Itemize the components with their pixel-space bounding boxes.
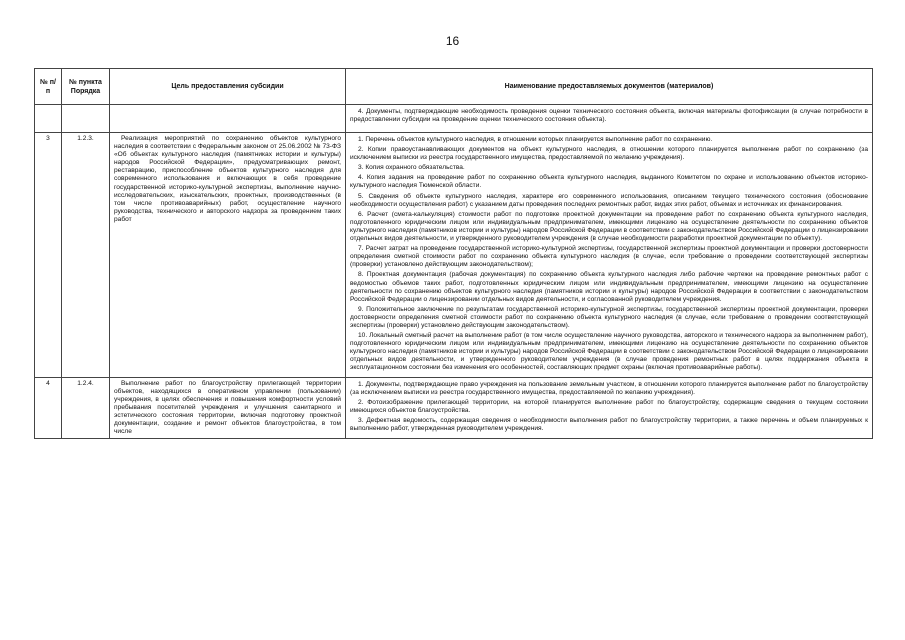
table-header-row: [35, 69, 873, 105]
header-row-number: № п/п: [35, 69, 62, 105]
cell-order-point: 1.2.3.: [62, 133, 110, 378]
document-item: 3. Дефектная ведомость, содержащая сведения о необходимости выполнения работ по благоустройству территории, а также перечень и объем планируемых к выполнению работ, утвержденная руководителем учреждения.: [350, 416, 868, 432]
document-item: 4. Документы, подтверждающие необходимость проведения оценки технического состояния объекта, включая материалы фотофиксации (в случае потребности в предоставлении субсидии на проведение оценки технического состояния объекта).: [350, 108, 868, 124]
cell-empty: [62, 105, 110, 133]
cell-order-point: 1.2.4.: [62, 377, 110, 439]
cell-documents: [346, 377, 873, 439]
header-subsidy-goal: Цель предоставления субсидии: [110, 69, 346, 105]
cell-row-number: 3: [35, 133, 62, 378]
document-item: 2. Копии правоустанавливающих документов на объект культурного наследия, в отношении которого планируется выполнение работ по сохранению (за исключением выписки из реестра государственного имущества, предоставляемой по желанию учреждения).: [350, 146, 868, 162]
table-row: [35, 377, 873, 439]
page-number: 16: [445, 34, 460, 48]
cell-documents: [346, 105, 873, 133]
cell-documents: [346, 133, 873, 378]
document-item: 10. Локальный сметный расчет на выполнение работ (в том числе осуществление научного руководства, авторского и технического надзора за выполнением работ), подготовленного юридическим лицом или индивидуальным предпринимателем, имеющими лицензию на осуществление деятельности по сохранению объектов культурного наследия (памятников истории и культуры) народов Российской Федерации в соответствии с законодательством Российской Федерации о лицензировании отдельных видов деятельности, и утвержденного руководителем учреждения (в случае проведения ремонтных работ в целях поддержания объекта в эксплуатационном состоянии без изменения его особенностей, составляющих предмет охраны (включая противоаварийные работы).: [350, 332, 868, 372]
subsidy-goal-text: Реализация мероприятий по сохранению объектов культурного наследия в соответствии с Федеральным законом от 25.06.2002 № 73-ФЗ «Об объектах культурного наследия (памятниках истории и культуры) народов Российской Федерации», предусматривающих ремонт, реставрацию, приспособление объектов культурного наследия для современного использования и включающих в себя проведение государственной историко-культурной экспертизы, выполнение научно-исследовательских, изыскательских, проектных, производственных (в том числе противоаварийных) работ, осуществление научного руководства, технического и авторского надзора за проведением таких работ: [114, 135, 341, 223]
cell-empty: [35, 105, 62, 133]
document-item: 4. Копия задания на проведение работ по сохранению объекта культурного наследия, выданного Комитетом по охране и использованию объектов историко-культурного наследия Тюменской области.: [350, 174, 868, 190]
document-item: 1. Перечень объектов культурного наследия, в отношении которых планируется выполнение работ по сохранению.: [358, 136, 713, 143]
cell-empty: [110, 105, 346, 133]
subsidy-goal-text: Выполнение работ по благоустройству прилегающей территории объектов, находящихся в оперативном управлении (пользовании) учреждения, в целях обеспечения и повышения комфортности условий пребывания посетителей учреждения и улучшения санитарного и эстетического состояния территории, включая подготовку проектной документации, создание и ремонт объектов благоустройства, в том числе: [114, 379, 341, 436]
document-item: 6. Расчет (смета-калькуляция) стоимости работ по подготовке проектной документации на проведение работ по сохранению объекта культурного наследия, подготовленного юридическим лицом или индивидуальным предпринимателем, имеющими лицензию на осуществление деятельности по сохранению объектов культурного наследия (памятников истории и культуры) народов Российской Федерации в соответствии с законодательством Российской Федерации о лицензировании отдельных видов деятельности, и утвержденного руководителем учреждения (в случае необходимости разработки проектной документации по объекту).: [350, 210, 868, 243]
document-item: 8. Проектная документация (рабочая документация) по сохранению объекта культурного наследия либо рабочие чертежи на проведение ремонтных работ с ведомостью объемов таких работ, подготовленных юридическим лицом или индивидуальным предпринимателем, имеющими лицензию на осуществление деятельности по сохранению объектов культурного наследия (памятников истории и культуры) народов Российской Федерации в соответствии с законодательством Российской Федерации о лицензировании отдельных видов деятельности, и согласованной руководителем учреждения.: [350, 271, 868, 303]
cell-subsidy-goal: [110, 133, 346, 378]
document-item: 3. Копия охранного обязательства.: [358, 164, 465, 172]
document-item: 7. Расчет затрат на проведение государственной историко-культурной экспертизы, государственной экспертизы проектной документации и проверки достоверности определения сметной стоимости работ по сохранению объекта культурного наследия (в случае, если требование о проведении соответствующей экспертизы (проверки) установлено действующим законодательством);: [350, 245, 868, 269]
header-documents: Наименование предоставляемых документов (материалов): [346, 69, 873, 105]
table-row-continuation: [35, 105, 873, 133]
document-item: 1. Документы, подтверждающие право учреждения на пользование земельным участком, в отношении которого планируется выполнение работ по благоустройству (за исключением выписки из реестра государственного имущества, предоставляемой по желанию учреждения).: [350, 380, 868, 396]
header-order-point: № пункта Порядка: [62, 69, 110, 105]
table-row: [35, 133, 873, 378]
cell-row-number: 4: [35, 377, 62, 439]
document-item: 2. Фотоизображение прилегающей территории, на которой планируется выполнение работ по благоустройству, содержащие сведения о текущем состоянии имеющихся объектов благоустройства.: [350, 398, 868, 414]
document-item: 9. Положительное заключение по результатам государственной историко-культурной экспертизы, государственной экспертизы проектной документации, проверки достоверности определения сметной стоимости работ по сохранению объекта культурного наследия (в случае, если требование о проведении соответствующей экспертизы (проверки) установлено действующим законодательством).: [350, 305, 868, 329]
subsidy-documents-table: [34, 68, 873, 439]
document-item: 5. Сведения об объекте культурного наследия, характере его современного использования, описанием текущего технического состояния (обоснование необходимости осуществления работ) с указанием даты проведения последних ремонтных работ, видах этих работ, объемах и источниках их финансирования.: [350, 192, 868, 208]
cell-subsidy-goal: [110, 377, 346, 439]
